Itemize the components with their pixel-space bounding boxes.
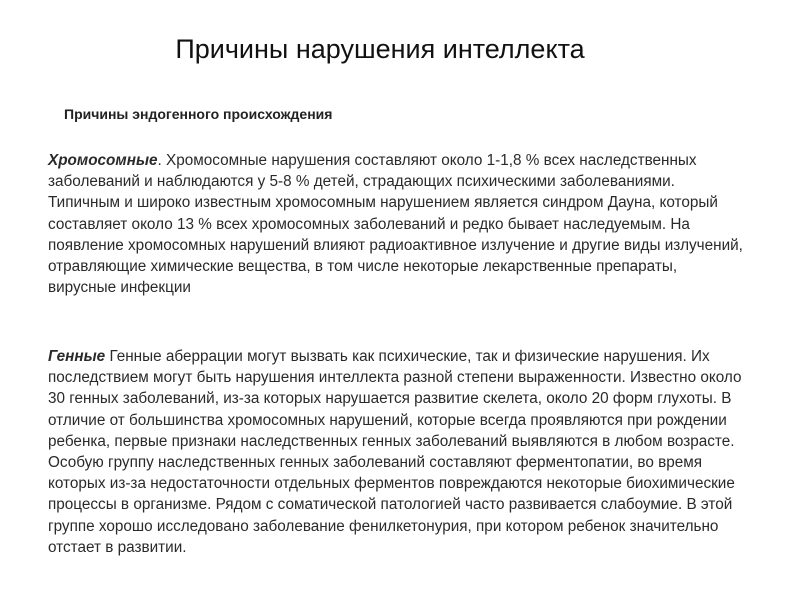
section-heading: Причины эндогенного происхождения [64,106,333,122]
term-separator: . [157,152,167,169]
term-genetic: Генные [48,348,106,365]
paragraph-chromosomal [48,150,748,298]
paragraph-text: Хромосомные нарушения составляют около 1-1,8 % всех наследственных заболеваний и наблюдаются у 5-8 % детей, страдающих психическими заболеваниями. Типичным и широко известным хромосомным нарушением является синдром Дауна, который составляет около 13 % всех хромосомных заболеваний и редко бывает наследуемым. На появление хромосомных нарушений влияют радиоактивное излучение и другие виды излучений, отравляющие химические вещества, в том числе некоторые лекарственные препараты, вирусные инфекции [48,152,743,297]
paragraph-genetic [48,346,748,558]
slide-title: Причины нарушения интеллекта [175,34,585,64]
term-chromosomal: Хромосомные [48,152,158,169]
paragraph-text: Генные аберрации могут вызвать как психические, так и физические нарушения. Их последствием могут быть нарушения интеллекта разной степени выраженности. Известно около 30 генных заболеваний, из-за которых нарушается развитие скелета, около 20 форм глухоты. В отличие от большинства хромосомных нарушений, которые всегда проявляются при рождении ребенка, первые признаки наследственных генных заболеваний выявляются в любом возрасте. Особую группу наследственных генных заболеваний составляют ферментопатии, во время которых из-за недостаточности отдельных ферментов повреждаются некоторые биохимические процессы в организме. Рядом с соматической патологией часто развивается слабоумие. В этой группе хорошо исследовано заболевание фенилкетонурия, при котором ребенок значительно отстает в развитии. [48,348,742,556]
